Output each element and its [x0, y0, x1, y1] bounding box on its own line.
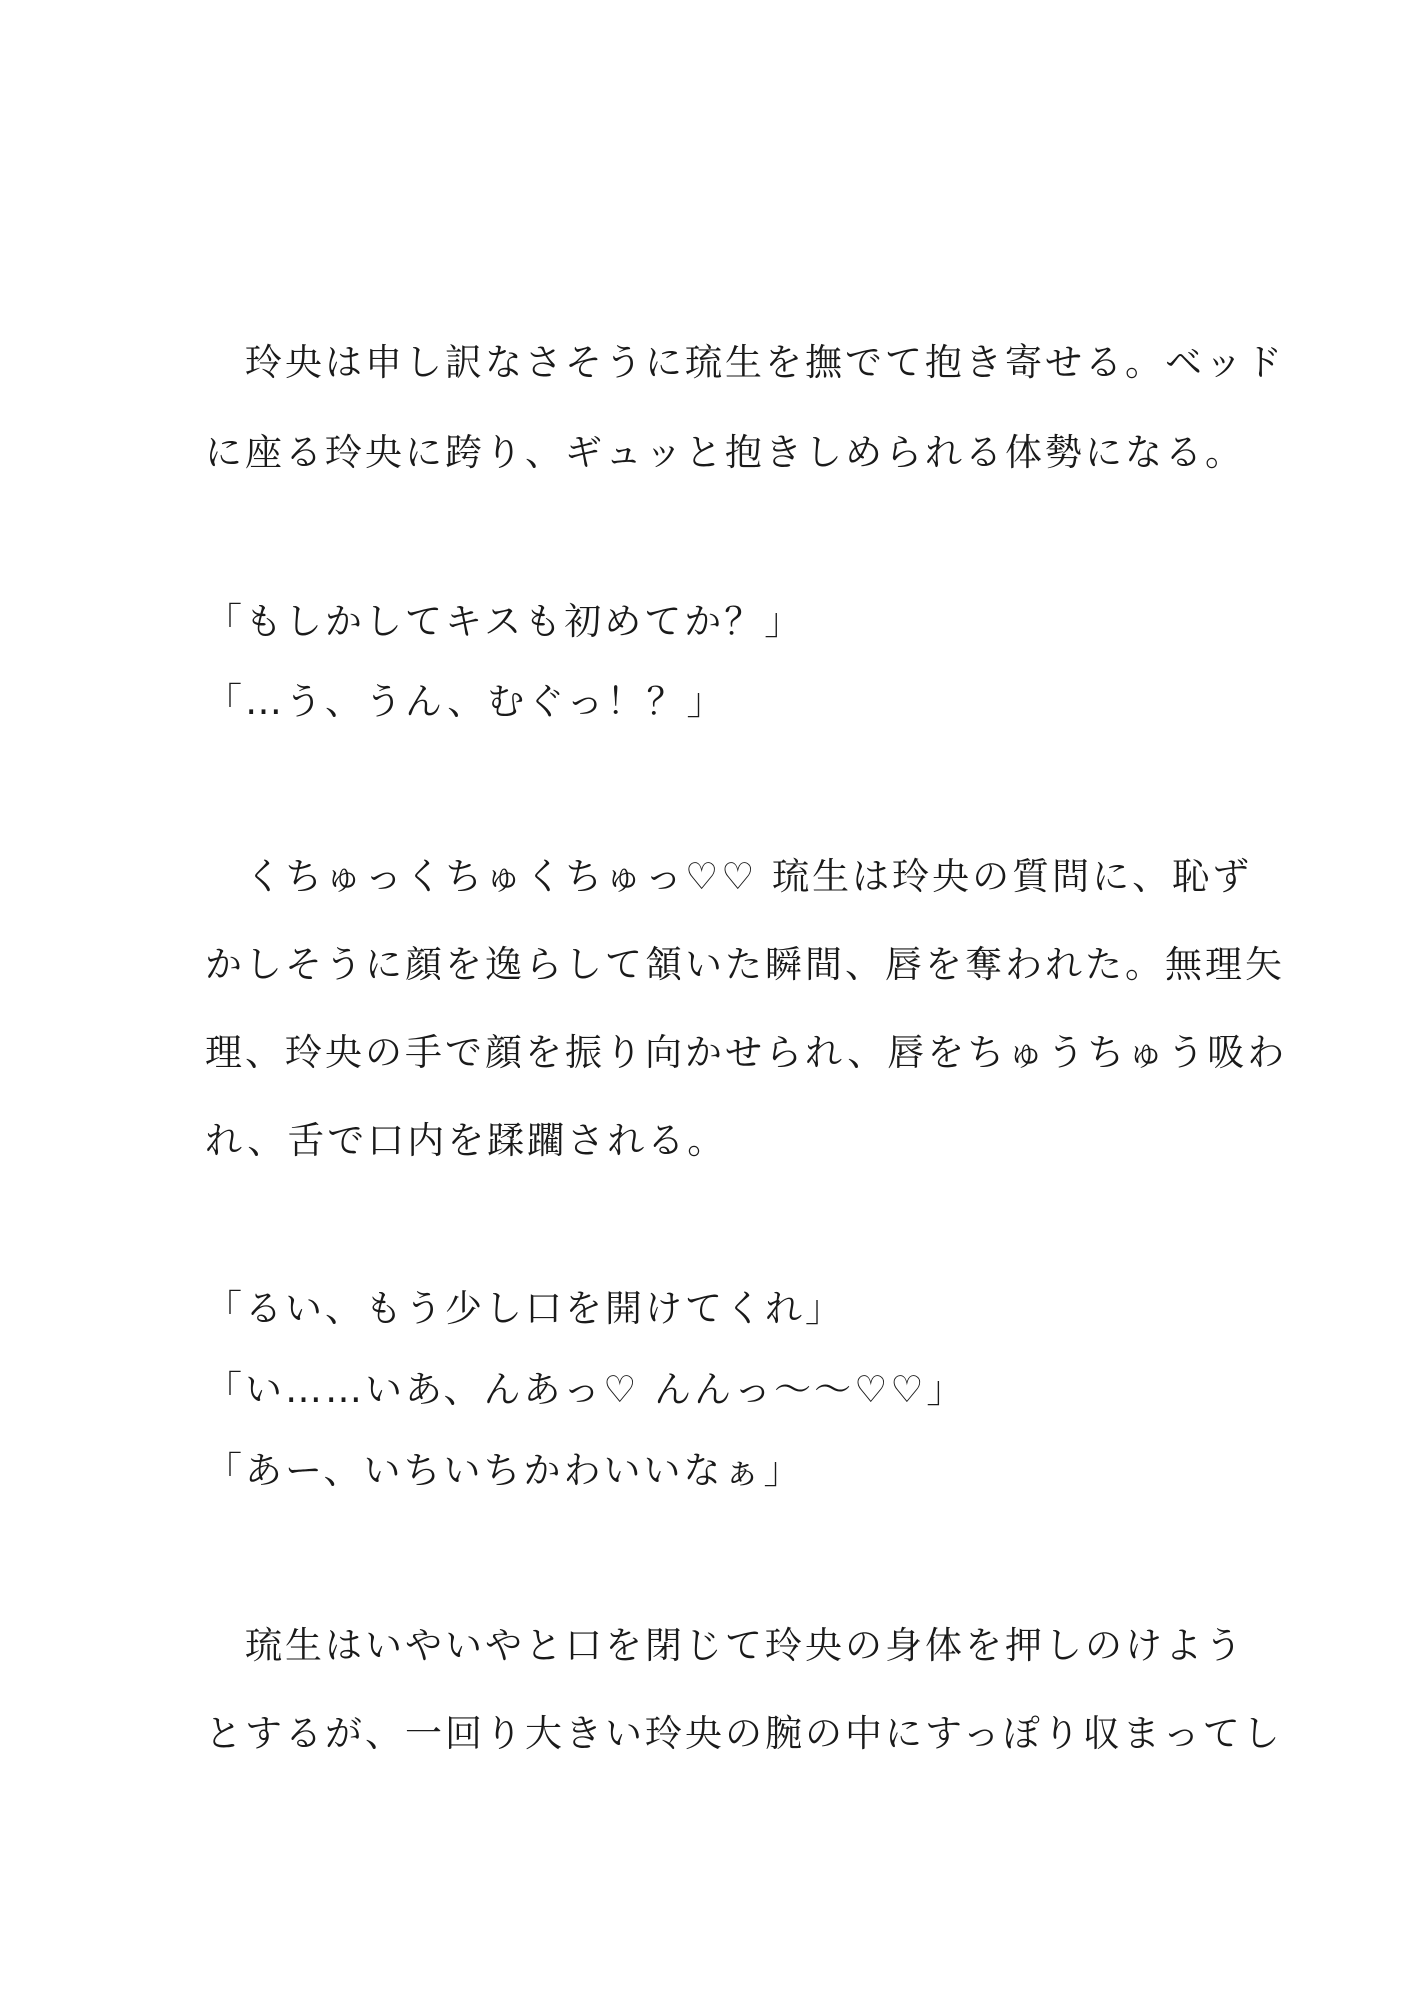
dialogue-line-1: 「もしかしてキスも初めてか？」 [205, 600, 805, 643]
paragraph-3-line-2: とするが、一回り大きい玲央の腕の中にすっぽり収まってし [205, 1712, 1283, 1755]
paragraph-1-line-2: に座る玲央に跨り、ギュッと抱きしめられる体勢になる。 [205, 431, 1245, 474]
paragraph-2-line-4: れ、舌で口内を蹂躙される。 [205, 1119, 728, 1162]
dialogue-line-4: 「い……いあ、んあっ♡ んんっ～～♡♡」 [205, 1368, 967, 1411]
dialogue-line-2: 「…う、うん、むぐっ！？」 [205, 680, 727, 723]
paragraph-2-line-3: 理、玲央の手で顔を振り向かせられ、唇をちゅうちゅう吸わ [205, 1031, 1288, 1074]
paragraph-2-line-2: かしそうに顔を逸らして頷いた瞬間、唇を奪われた。無理矢 [205, 943, 1285, 986]
paragraph-3-line-1: 琉生はいやいやと口を閉じて玲央の身体を押しのけよう [205, 1624, 1245, 1667]
dialogue-line-3: 「るい、もう少し口を開けてくれ」 [205, 1287, 845, 1330]
paragraph-1-line-1: 玲央は申し訳なさそうに琉生を撫でて抱き寄せる。ベッド [205, 341, 1285, 384]
dialogue-line-5: 「あー、いちいちかわいいなぁ」 [205, 1449, 804, 1492]
paragraph-2-line-1: くちゅっくちゅくちゅっ♡♡ 琉生は玲央の質問に、恥ず [205, 855, 1253, 898]
